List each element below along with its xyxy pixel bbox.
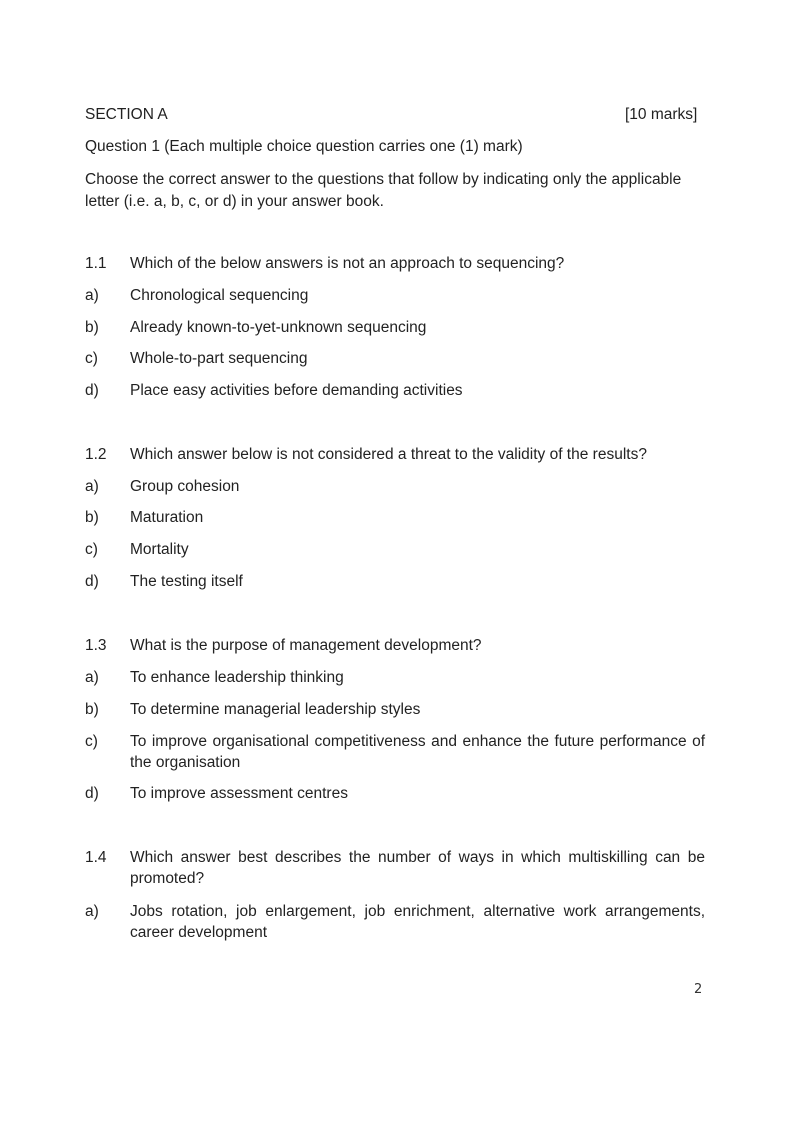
instructions-line-2: letter (i.e. a, b, c, or d) in your answer book.: [85, 193, 384, 210]
instructions: [85, 169, 705, 213]
instructions-line-1: Choose the correct answer to the questions that follow by indicating only the applicable: [85, 171, 682, 188]
section-marks: [10 marks]: [625, 106, 698, 123]
question-number: 1.1: [85, 255, 107, 272]
question-number: 1.4: [85, 849, 107, 866]
question-text: What is the purpose of management development?: [130, 637, 482, 654]
section-title: SECTION A: [85, 106, 168, 123]
question-text: Which of the below answers is not an approach to sequencing?: [130, 255, 565, 272]
question-number: 1.2: [85, 446, 107, 463]
page-number: 2: [694, 982, 703, 997]
question-number: 1.3: [85, 637, 107, 654]
question-text: Which answer below is not considered a threat to the validity of the results?: [130, 446, 647, 463]
question-header: Question 1 (Each multiple choice question carries one (1) mark): [85, 138, 523, 155]
question-text: Which answer best describes the number of ways in which multiskilling can be promoted?: [130, 849, 705, 887]
